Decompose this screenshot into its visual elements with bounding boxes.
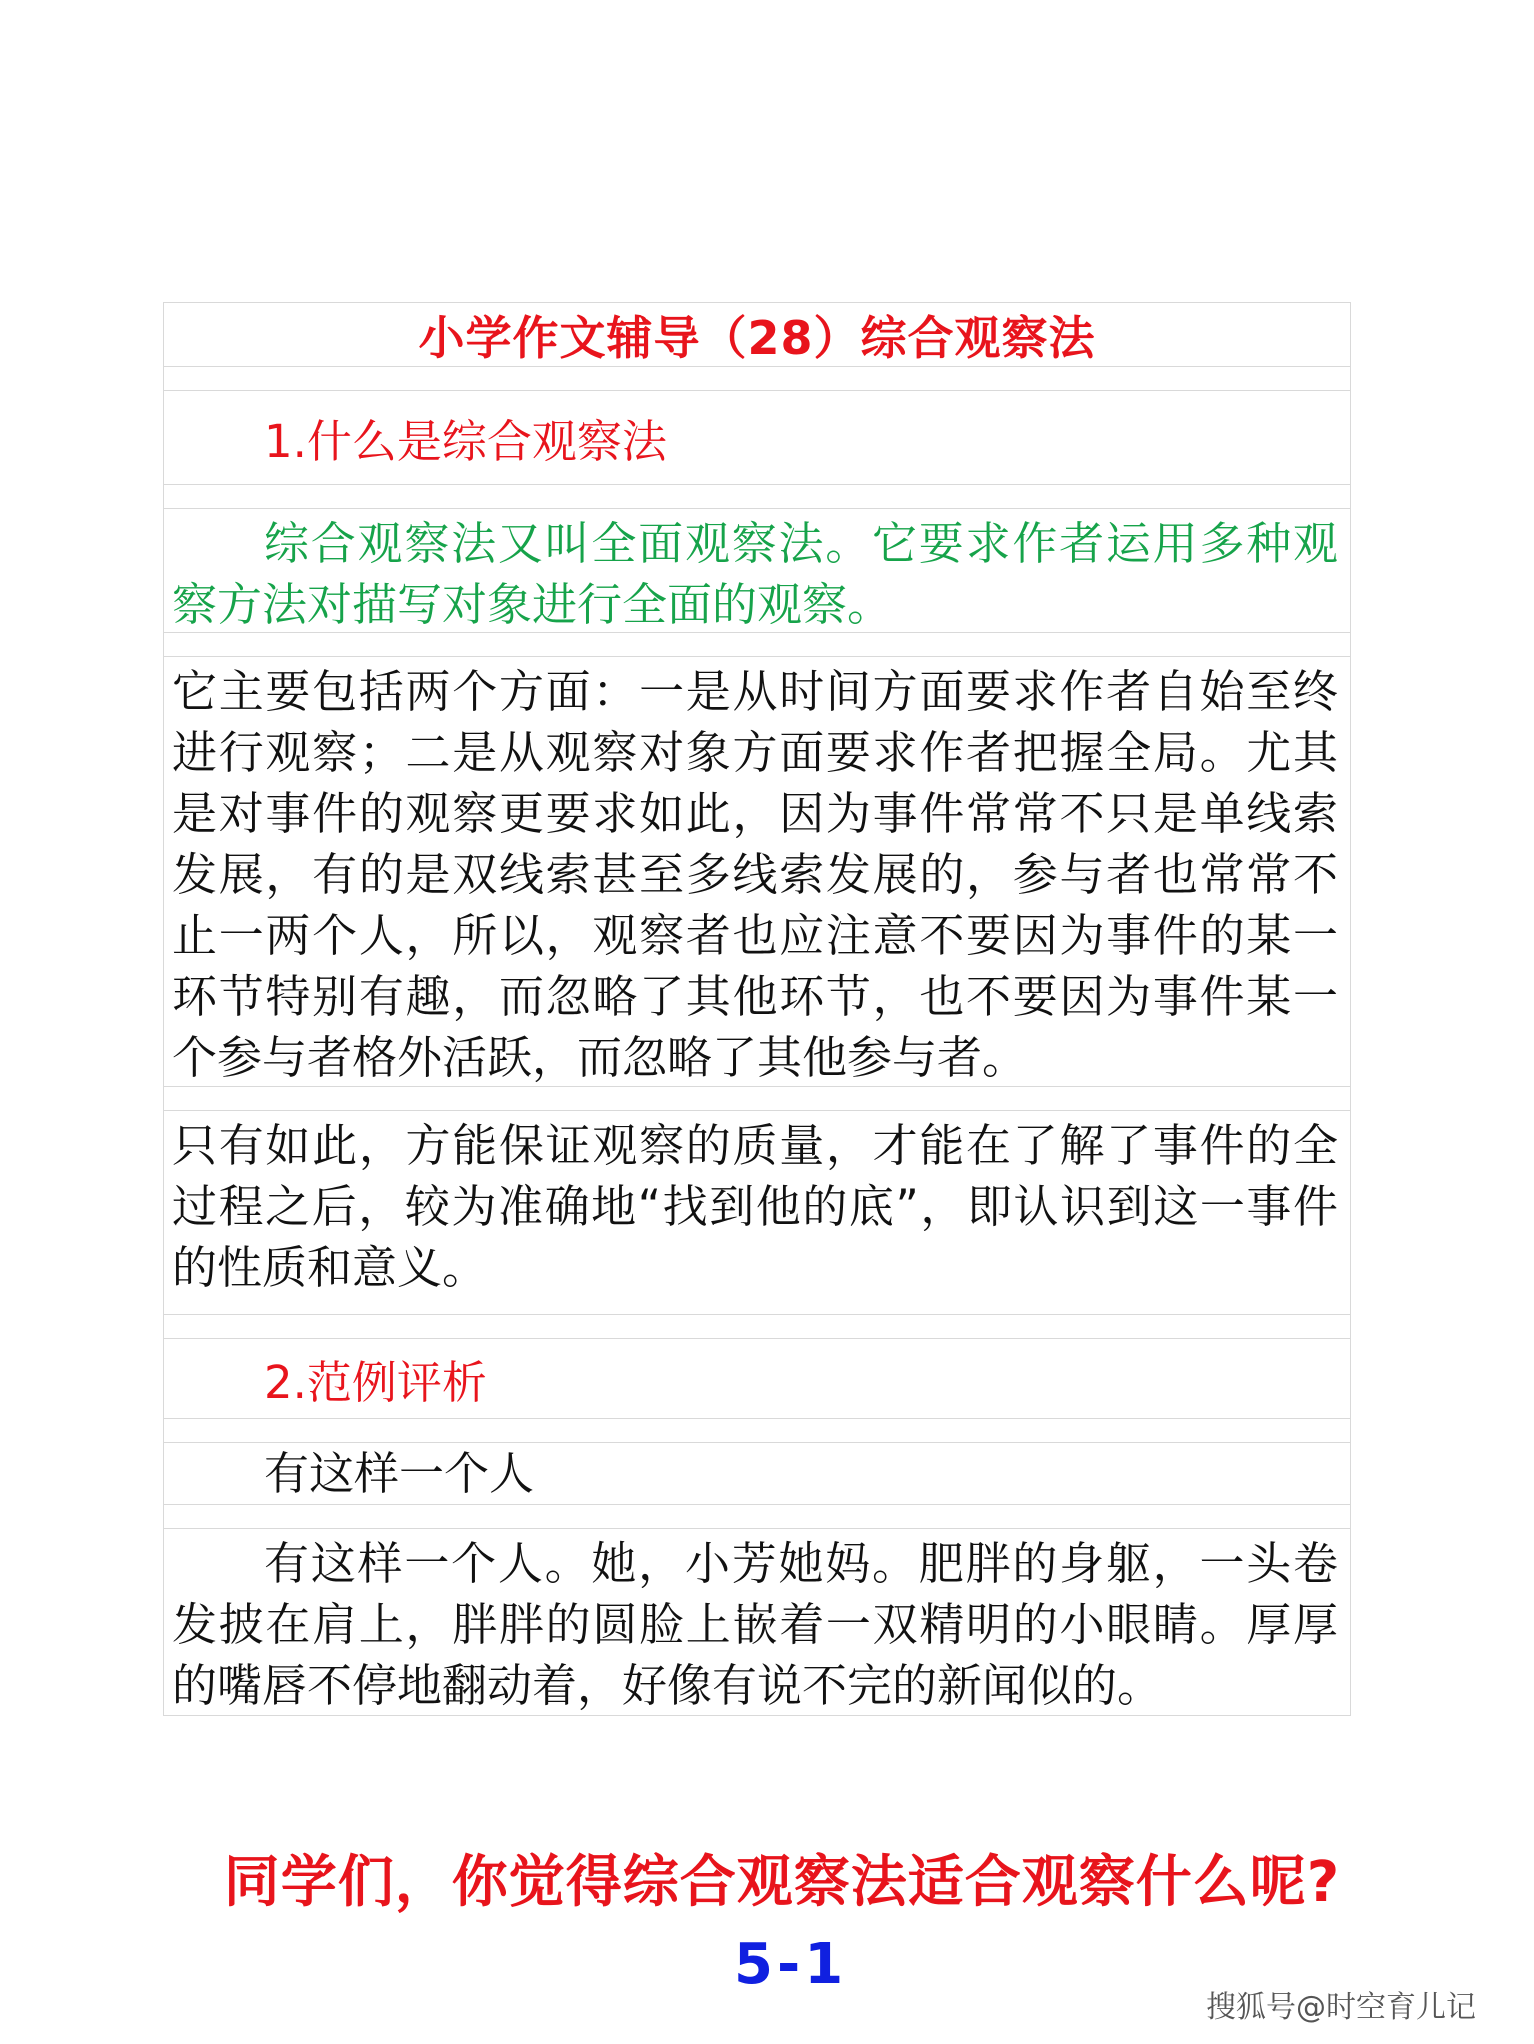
source-watermark: 搜狐号@时空育儿记: [1206, 1990, 1476, 2025]
discussion-question: 同学们，你觉得综合观察法适合观察什么呢?: [223, 1850, 1341, 1915]
spacer-row: [164, 1087, 1350, 1111]
page-number: 5-1: [734, 1932, 848, 1997]
spacer-row: [164, 633, 1350, 657]
definition-row: [164, 509, 1350, 633]
title-row: [164, 303, 1350, 367]
document-table: [163, 302, 1351, 1716]
spacer-row: [164, 1505, 1350, 1529]
spacer-row: [164, 1315, 1350, 1339]
example-title: 有这样一个人: [264, 1447, 535, 1500]
explanation-row: [164, 657, 1350, 1087]
example-text-row: [164, 1529, 1350, 1715]
spacer-row: [164, 485, 1350, 509]
document-title: 小学作文辅导（28）综合观察法: [418, 310, 1096, 365]
conclusion-paragraph: 只有如此，方能保证观察的质量，才能在了解了事件的全过程之后，较为准确地“找到他的底”，即认识到这一事件的性质和意义。: [172, 1119, 1338, 1294]
example-paragraph: 有这样一个人。她，小芳她妈。肥胖的身躯，一头卷发披在肩上，胖胖的圆脸上嵌着一双精明的小眼睛。厚厚的嘴唇不停地翻动着，好像有说不完的新闻似的。: [172, 1537, 1338, 1712]
spacer-row: [164, 1419, 1350, 1443]
definition-paragraph: 综合观察法又叫全面观察法。它要求作者运用多种观察方法对描写对象进行全面的观察。: [172, 517, 1338, 631]
section1-heading: 1.什么是综合观察法: [264, 415, 667, 468]
section2-heading: 2.范例评析: [264, 1356, 487, 1409]
explanation-paragraph: 它主要包括两个方面：一是从时间方面要求作者自始至终进行观察；二是从观察对象方面要求作者把握全局。尤其是对事件的观察更要求如此，因为事件常常不只是单线索发展，有的是双线索甚至多线索发展的，参与者也常常不止一两个人，所以，观察者也应注意不要因为事件的某一环节特别有趣，而忽略了其他环节，也不要因为事件某一个参与者格外活跃，而忽略了其他参与者。: [172, 665, 1338, 1084]
spacer-row: [164, 367, 1350, 391]
section2-row: [164, 1339, 1350, 1419]
section1-row: [164, 391, 1350, 485]
conclusion-row: [164, 1111, 1350, 1315]
example-title-row: [164, 1443, 1350, 1505]
